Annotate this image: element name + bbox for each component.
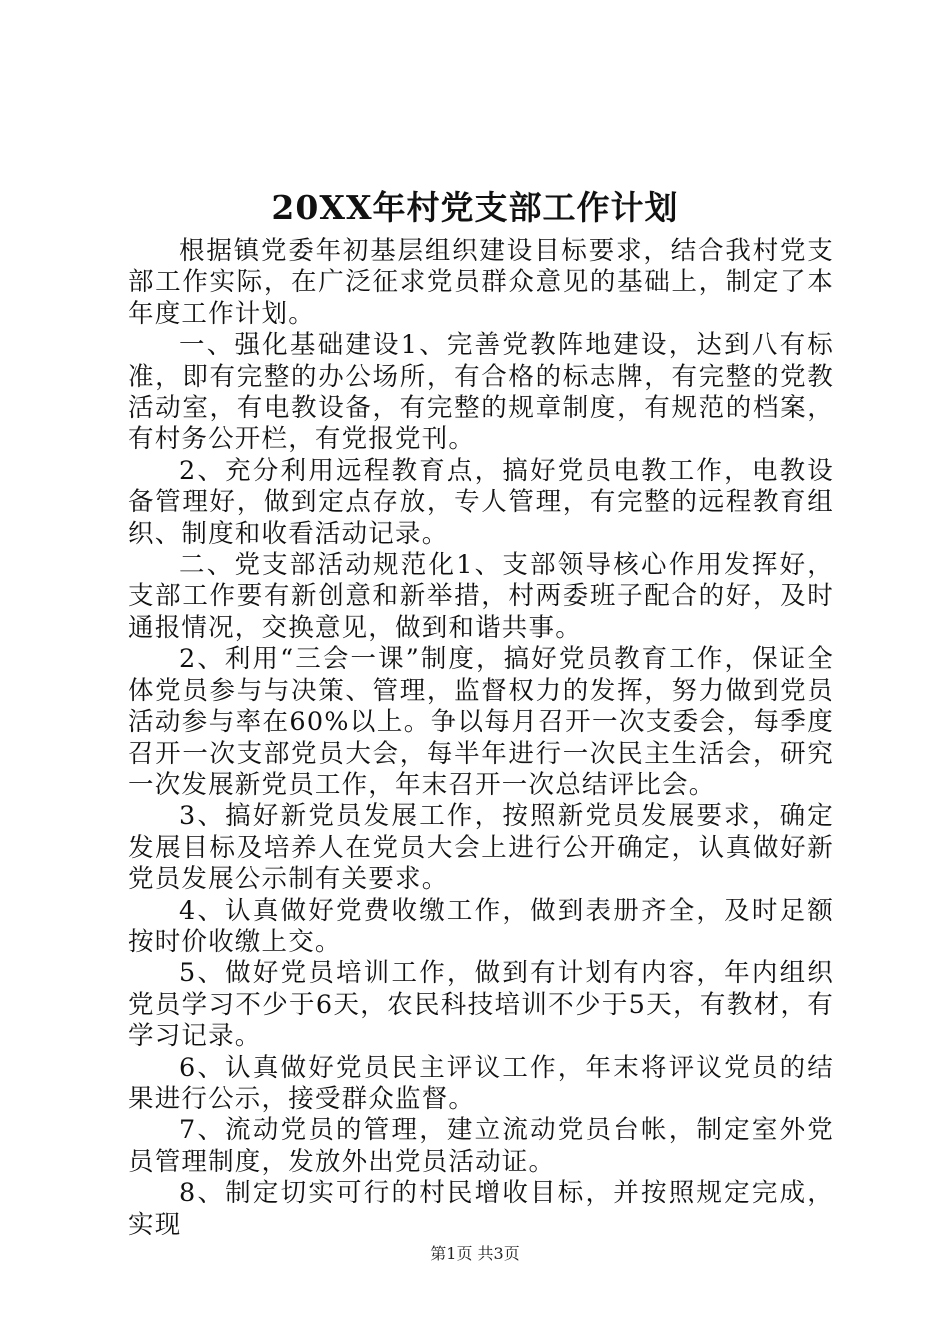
paragraph-section-2-item-4: 4、认真做好党费收缴工作，做到表册齐全，及时足额按时价收缴上交。 xyxy=(128,895,834,957)
paragraph-section-2-item-8: 8、制定切实可行的村民增收目标，并按照规定完成，实现 xyxy=(128,1178,834,1240)
paragraph-section-2-item-6: 6、认真做好党员民主评议工作，年末将评议党员的结果进行公示，接受群众监督。 xyxy=(128,1052,834,1114)
document-title: 20XX年村党支部工作计划 xyxy=(271,188,679,227)
paragraph-section-2-item-1: 二、党支部活动规范化1、支部领导核心作用发挥好，支部工作要有新创意和新举措，村两委班子配合的好，及时通报情况，交换意见，做到和谐共事。 xyxy=(128,550,834,643)
paragraph-section-2-item-7: 7、流动党员的管理，建立流动党员台帐，制定室外党员管理制度，发放外出党员活动证。 xyxy=(128,1115,834,1177)
paragraph-section-2-item-2: 2、利用“三会一课”制度，搞好党员教育工作，保证全体党员参与与决策、管理，监督权力的发挥，努力做到党员活动参与率在60%以上。争以每月召开一次支委会，每季度召开一次支部党员大会，每半年进行一次民主生活会，研究一次发展新党员工作，年末召开一次总结评比会。 xyxy=(128,644,834,800)
page-number-footer: 第1页 共3页 xyxy=(430,1244,520,1263)
paragraph-section-2-item-5: 5、做好党员培训工作，做到有计划有内容，年内组织党员学习不少于6天，农民科技培训不少于5天，有教材，有学习记录。 xyxy=(128,958,834,1052)
paragraph-section-1-item-1: 一、强化基础建设1、完善党教阵地建设，达到八有标准，即有完整的办公场所，有合格的标志牌，有完整的党教活动室，有电教设备，有完整的规章制度，有规范的档案，有村务公开栏，有党报党刊。 xyxy=(128,330,834,455)
document-body xyxy=(128,236,834,1241)
paragraph-intro: 根据镇党委年初基层组织建设目标要求，结合我村党支部工作实际，在广泛征求党员群众意见的基础上，制定了本年度工作计划。 xyxy=(128,236,834,329)
paragraph-section-1-item-2: 2、充分利用远程教育点，搞好党员电教工作，电教设备管理好，做到定点存放，专人管理，有完整的远程教育组织、制度和收看活动记录。 xyxy=(128,455,834,549)
paragraph-section-2-item-3: 3、搞好新党员发展工作，按照新党员发展要求，确定发展目标及培养人在党员大会上进行公开确定，认真做好新党员发展公示制有关要求。 xyxy=(128,801,834,895)
